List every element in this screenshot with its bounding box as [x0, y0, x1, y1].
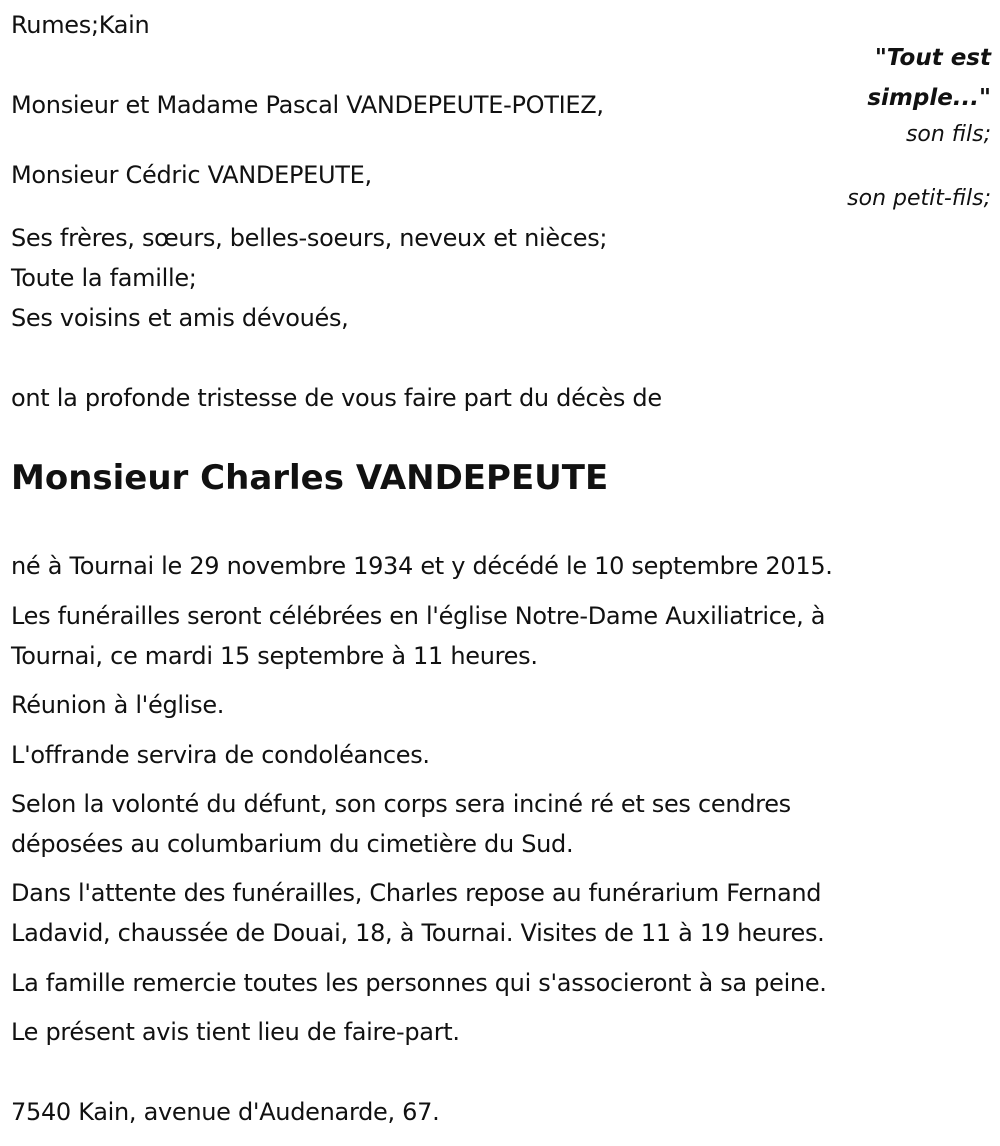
- gathering-info: Réunion à l'église.: [11, 691, 225, 719]
- location-header: Rumes;Kain: [11, 11, 150, 39]
- others-neighbors: Ses voisins et amis dévoués,: [11, 304, 349, 332]
- notice-disclaimer: Le présent avis tient lieu de faire-part.: [11, 1018, 460, 1046]
- visitation-info-line-2: Ladavid, chaussée de Douai, 18, à Tournai. Visites de 11 à 19 heures.: [11, 919, 825, 947]
- visitation-info-line-1: Dans l'attente des funérailles, Charles repose au funérarium Fernand: [11, 879, 822, 907]
- birth-death-info: né à Tournai le 29 novembre 1934 et y décédé le 10 septembre 2015.: [11, 552, 833, 580]
- deceased-name: Monsieur Charles VANDEPEUTE: [11, 458, 609, 498]
- funeral-info-line-2: Tournai, ce mardi 15 septembre à 11 heures.: [11, 642, 538, 670]
- funeral-info-line-1: Les funérailles seront célébrées en l'église Notre-Dame Auxiliatrice, à: [11, 602, 826, 630]
- relation-son: son fils;: [905, 122, 991, 147]
- others-siblings: Ses frères, sœurs, belles-soeurs, neveux et nièces;: [11, 224, 608, 252]
- cremation-info-line-2: déposées au columbarium du cimetière du Sud.: [11, 830, 574, 858]
- motto-line-2: simple...": [867, 85, 991, 111]
- motto-line-1: "Tout est: [874, 45, 991, 71]
- announcement-text: ont la profonde tristesse de vous faire part du décès de: [11, 384, 662, 412]
- thanks-text: La famille remercie toutes les personnes qui s'associeront à sa peine.: [11, 969, 827, 997]
- others-family: Toute la famille;: [11, 264, 197, 292]
- cremation-info-line-1: Selon la volonté du défunt, son corps sera inciné ré et ses cendres: [11, 790, 791, 818]
- family-member-grandson: Monsieur Cédric VANDEPEUTE,: [11, 161, 372, 189]
- offering-info: L'offrande servira de condoléances.: [11, 741, 430, 769]
- relation-grandson: son petit-fils;: [847, 186, 991, 211]
- family-member-son: Monsieur et Madame Pascal VANDEPEUTE-POTIEZ,: [11, 91, 604, 119]
- family-address: 7540 Kain, avenue d'Audenarde, 67.: [11, 1098, 440, 1126]
